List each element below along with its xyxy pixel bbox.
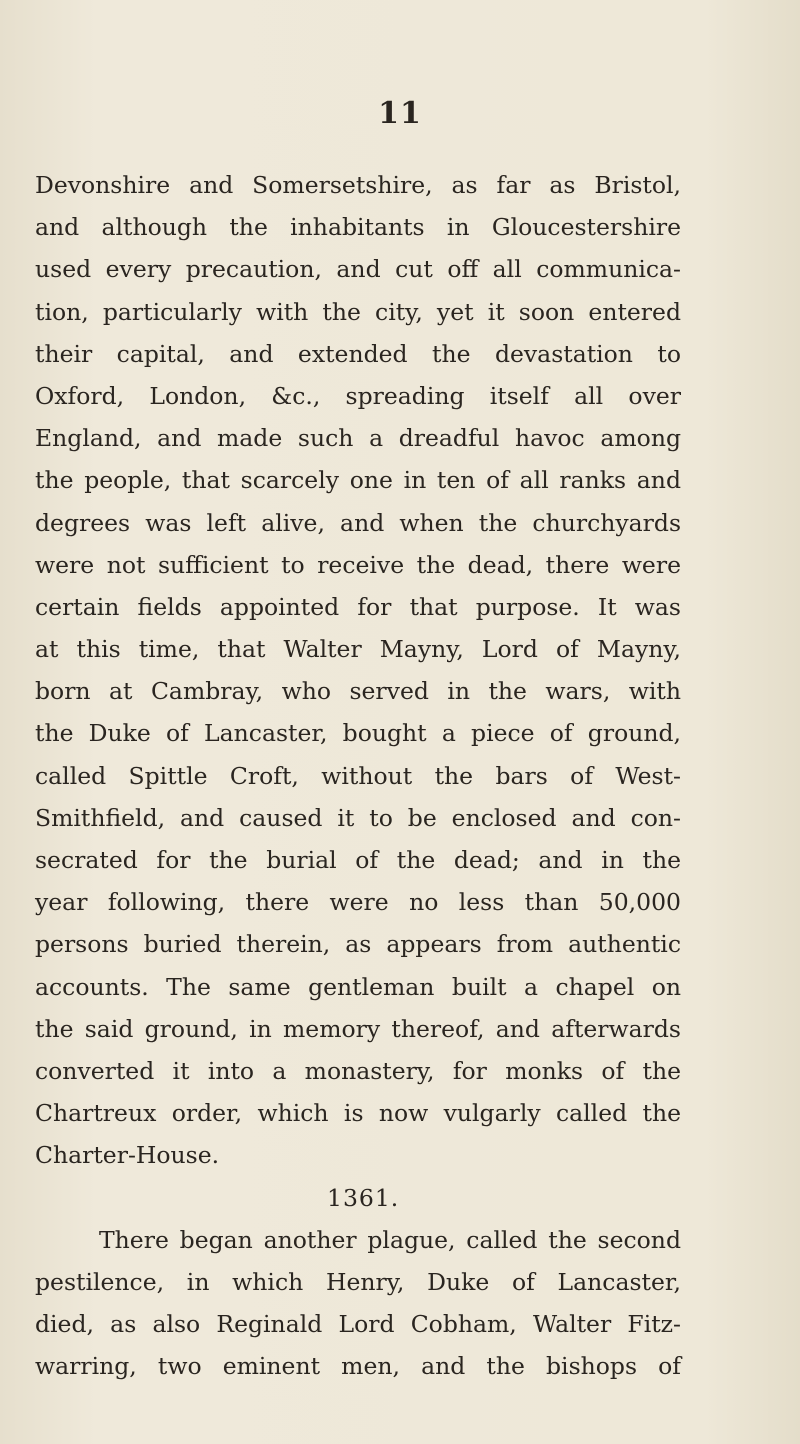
text-line: were not sufficient to receive the dead, there were bbox=[35, 550, 681, 579]
body-text bbox=[35, 164, 681, 1387]
text-line: the said ground, in memory thereof, and afterwards bbox=[35, 1014, 681, 1043]
text-line: persons buried therein, as appears from authentic bbox=[35, 930, 681, 959]
text-line: secrated for the burial of the dead; and in the bbox=[35, 846, 681, 874]
text-line: the people, that scarcely one in ten of all ranks and bbox=[35, 466, 681, 495]
text-line: tion, particularly with the city, yet it soon entered bbox=[35, 297, 681, 326]
text-line: called Spittle Croft, without the bars of West- bbox=[35, 761, 681, 790]
text-line: born at Cambray, who served in the wars, with bbox=[35, 677, 681, 706]
text-line: year following, there were no less than 50,000 bbox=[35, 888, 681, 917]
text-line: Smithfield, and caused it to be enclosed and con- bbox=[35, 803, 681, 832]
text-line: Chartreux order, which is now vulgarly called the bbox=[35, 1099, 681, 1128]
text-line: at this time, that Walter Mayny, Lord of Mayny, bbox=[35, 635, 681, 664]
paragraph-1 bbox=[35, 164, 681, 1177]
text-line: and although the inhabitants in Gloucestershire bbox=[35, 213, 681, 242]
text-line: There began another plague, called the second bbox=[99, 1225, 681, 1254]
text-line: Devonshire and Somersetshire, as far as Bristol, bbox=[35, 171, 681, 199]
text-line: the Duke of Lancaster, bought a piece of ground, bbox=[35, 719, 681, 748]
text-line: England, and made such a dreadful havoc among bbox=[35, 424, 681, 453]
text-line: their capital, and extended the devastation to bbox=[35, 339, 681, 368]
text-line: died, as also Reginald Lord Cobham, Walter Fitz- bbox=[35, 1310, 681, 1339]
year-heading: 1361. bbox=[327, 1183, 400, 1212]
text-line: certain fields appointed for that purpose. It was bbox=[35, 592, 681, 621]
text-line: warring, two eminent men, and the bishops of bbox=[35, 1352, 681, 1381]
text-line: Oxford, London, &c., spreading itself all over bbox=[35, 381, 681, 410]
page-number: 11 bbox=[378, 96, 422, 131]
paragraph-2 bbox=[35, 1219, 681, 1388]
text-line: converted it into a monastery, for monks of the bbox=[35, 1056, 681, 1085]
text-line: pestilence, in which Henry, Duke of Lancaster, bbox=[35, 1267, 681, 1296]
text-line: Charter-House. bbox=[35, 1141, 220, 1170]
text-line: accounts. The same gentleman built a chapel on bbox=[35, 972, 681, 1001]
text-line: used every precaution, and cut off all communica- bbox=[35, 255, 681, 284]
text-line: degrees was left alive, and when the churchyards bbox=[35, 508, 681, 537]
